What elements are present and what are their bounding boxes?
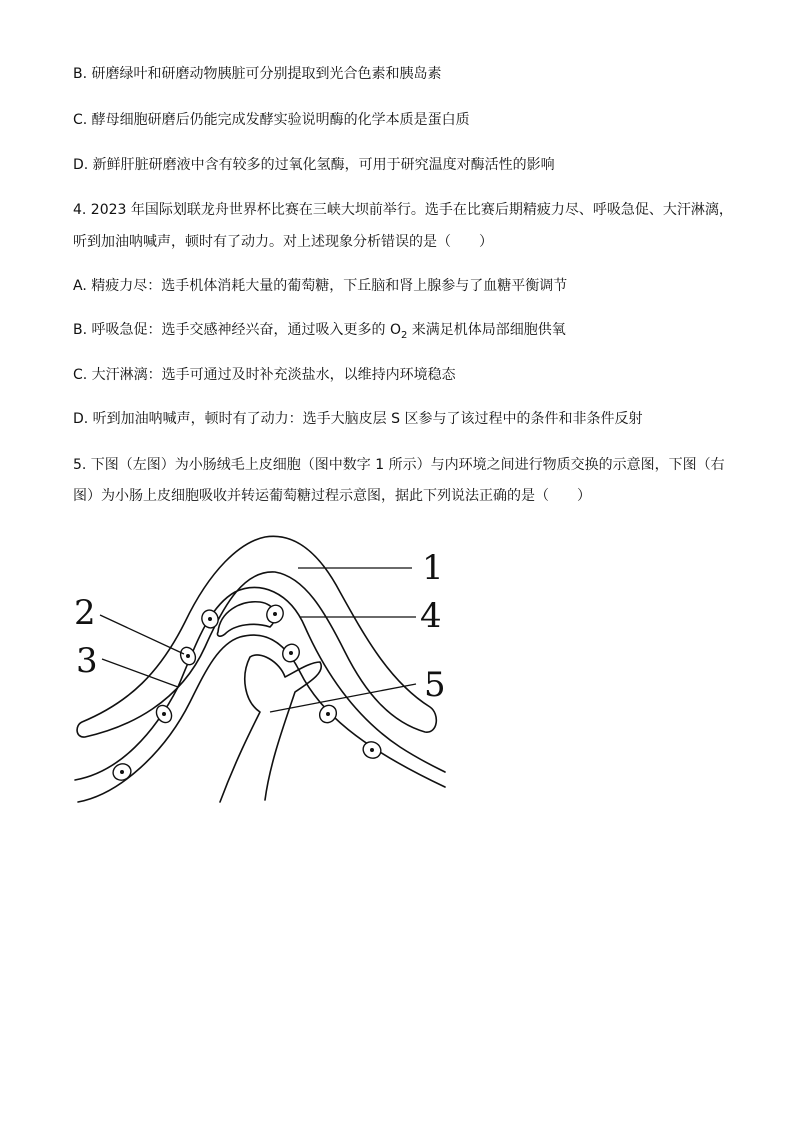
q4-option-b-suffix: 来满足机体局部细胞供氧 (407, 322, 566, 338)
label-3: 3 (76, 641, 98, 681)
villus-diagram (70, 532, 450, 807)
nucleus-dot (208, 617, 212, 621)
q4-stem-line1: 4. 2023 年国际划联龙舟世界杯比赛在三峡大坝前举行。选手在比赛后期精疲力尽、呼吸急促、大汗淋漓， (73, 202, 733, 218)
capillary-vessel (220, 655, 321, 802)
epithelium-inner-edge (78, 635, 445, 802)
leader-line-3 (102, 659, 178, 687)
q5-stem-line2: 图）为小肠上皮细胞吸收并转运葡萄糖过程示意图，据此下列说法正确的是（ ） (73, 488, 591, 504)
label-5: 5 (424, 665, 446, 705)
label-1: 1 (422, 548, 444, 588)
label-4: 4 (420, 596, 442, 636)
villus-diagram-svg (70, 532, 450, 807)
leader-line-2 (100, 615, 184, 654)
q4-option-b-prefix: B. 呼吸急促：选手交感神经兴奋，通过吸入更多的 O (73, 322, 401, 338)
outer-band-outline (77, 536, 436, 737)
option-3d: D. 新鲜肝脏研磨液中含有较多的过氧化氢酶，可用于研究温度对酶活性的影响 (73, 157, 555, 173)
label-2: 2 (74, 593, 96, 633)
leader-line-5 (270, 684, 416, 712)
q4-stem-line2: 听到加油呐喊声，顿时有了动力。对上述现象分析错误的是（ ） (73, 234, 493, 250)
option-3b: B. 研磨绿叶和研磨动物胰脏可分别提取到光合色素和胰岛素 (73, 66, 442, 82)
q4-option-c: C. 大汗淋漓：选手可通过及时补充淡盐水，以维持内环境稳态 (73, 367, 456, 383)
q4-option-d: D. 听到加油呐喊声，顿时有了动力：选手大脑皮层 S 区参与了该过程中的条件和非条件反射 (73, 411, 643, 427)
q4-option-a: A. 精疲力尽：选手机体消耗大量的葡萄糖，下丘脑和肾上腺参与了血糖平衡调节 (73, 278, 568, 294)
q4-option-b (73, 320, 566, 346)
q5-stem-line1: 5. 下图（左图）为小肠绒毛上皮细胞（图中数字 1 所示）与内环境之间进行物质交换的示意图，下图（右 (73, 457, 725, 473)
option-3c: C. 酵母细胞研磨后仍能完成发酵实验说明酶的化学本质是蛋白质 (73, 112, 470, 128)
nucleus-dot (162, 712, 166, 716)
q4-option-b-subscript: 2 (400, 329, 408, 341)
nucleus-dot (370, 748, 374, 752)
nucleus-dot (326, 712, 330, 716)
nucleus-dot (186, 654, 190, 658)
nucleus-dot (120, 770, 124, 774)
nucleus-dot (289, 651, 293, 655)
nucleus-dot (273, 612, 277, 616)
